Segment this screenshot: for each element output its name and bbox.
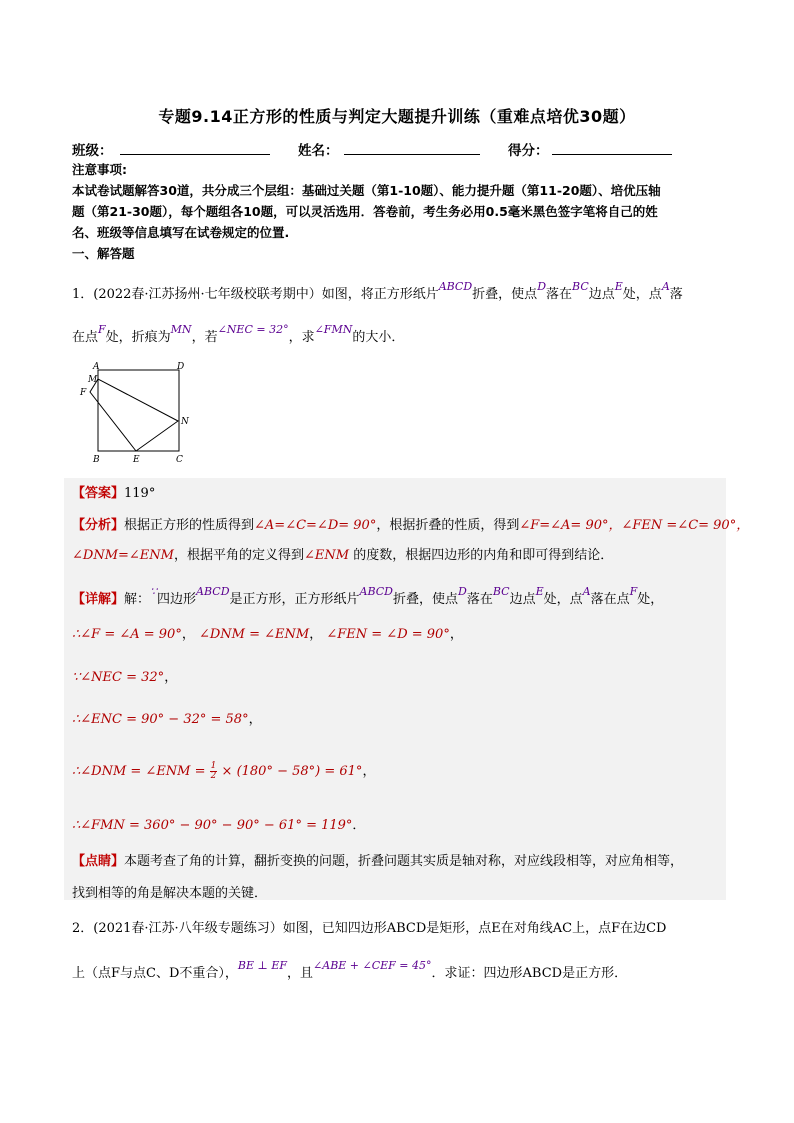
step-3-math: ∴∠ENC = 90° − 32° = 58° [72, 712, 249, 727]
label-m: M [88, 375, 98, 385]
student-info-row [72, 139, 722, 159]
q2-text: ，且 [287, 966, 314, 981]
analysis-math: ∠DNM=∠ENM [72, 548, 174, 563]
q2-text: 上（点F与点C、D不重合）， [72, 966, 238, 981]
analysis-math: ∠ENM [303, 548, 350, 563]
section-heading: 一、解答题 [72, 246, 135, 261]
detail-text: 处，点 [543, 592, 583, 607]
detail-text: 是正方形，正方形纸片 [229, 592, 360, 607]
score-label: 得分： [508, 143, 549, 159]
step-1-math: ∠FEN = ∠D = 90° [326, 627, 450, 642]
analysis-math: ∠A=∠C=∠D= 90° [254, 518, 377, 533]
page-title: 专题9.14正方形的性质与判定大题提升训练（重难点培优30题） [158, 107, 636, 126]
step-5: ∴∠FMN = 360° − 90° − 90° − 61° = 119°． [72, 818, 366, 833]
name-field[interactable] [344, 154, 480, 155]
step-5-math: ∴∠FMN = 360° − 90° − 90° − 61° = 119° [72, 818, 353, 833]
math-abcd: ABCD [359, 585, 393, 598]
notes-line-3: 名、班级等信息填写在试卷规定的位置. [72, 225, 290, 240]
comment-line-1 [72, 852, 732, 872]
math-abcd: ABCD [438, 280, 473, 293]
class-field[interactable] [120, 154, 270, 155]
math-e: E [535, 585, 544, 598]
math-f: F [98, 323, 106, 336]
q2-line-2 [72, 959, 732, 984]
label-b: B [93, 455, 100, 465]
detail-tag: 【详解】 [72, 592, 125, 607]
math-d: D [458, 585, 467, 598]
answer-line [72, 484, 732, 504]
math-mn: MN [170, 323, 192, 336]
analysis-text: ，根据平角的定义得到 [173, 548, 304, 563]
math-angle-sum: ∠ABE + ∠CEF = 45° [313, 959, 432, 972]
math-e: E [614, 280, 623, 293]
math-f: F [629, 585, 638, 598]
math-bc: BC [492, 585, 510, 598]
answer-tag: 【答案】 [72, 486, 125, 501]
step-1-math: ∴∠F = ∠A = 90° [72, 627, 182, 642]
step-2-math: ∵∠NEC = 32° [72, 670, 165, 685]
math-d: D [537, 280, 547, 293]
analysis-text: ，根据折叠的性质，得到 [376, 518, 520, 533]
comment-text: 本题考查了角的计算，翻折变换的问题，折叠问题其实质是轴对称，对应线段相等，对应角相等， [124, 854, 684, 869]
class-label: 班级： [72, 143, 113, 159]
step-1: ∴∠F = ∠A = 90°， ∠DNM = ∠ENM， ∠FEN = ∠D = 90°， [72, 627, 463, 642]
notes-heading: 注意事项: [72, 162, 127, 177]
analysis-text: 根据正方形的性质得到 [124, 518, 255, 533]
analysis-tag: 【分析】 [72, 518, 125, 533]
label-c: C [176, 455, 183, 465]
comment-line-2: 找到相等的角是解决本题的关键． [72, 886, 268, 901]
square-fold-figure [72, 358, 202, 470]
math-be-perp-ef: BE ⊥ EF [237, 959, 288, 972]
square-outline [98, 370, 179, 451]
because-symbol: ∵ [150, 585, 158, 598]
detail-text: 边点 [509, 592, 536, 607]
notes-line-2: 题（第21-30题），每个题组各10题，可以灵活选用．答卷前，考生务必用0.5毫米黑色签字笔将自己的姓 [72, 204, 658, 219]
q2-text: ．求证：四边形ABCD是正方形． [431, 966, 628, 981]
q2-line-1: 2．(2021春·江苏·八年级专题练习）如图，已知四边形ABCD是矩形，点E在对角线AC上，点F在边CD [72, 921, 667, 936]
math-a: A [661, 280, 670, 293]
label-f: F [80, 388, 87, 398]
detail-text: 处， [637, 592, 664, 607]
name-label: 姓名： [298, 143, 339, 159]
folded-region [90, 379, 178, 451]
q1-line-1 [72, 280, 732, 305]
label-d: D [177, 362, 185, 372]
answer-value: 119° [124, 486, 156, 501]
detail-text: 落在 [466, 592, 493, 607]
q1-text: 的大小． [352, 330, 405, 345]
step-4-math: ∴∠DNM = ∠ENM = [72, 764, 206, 779]
detail-text: 折叠，使点 [393, 592, 459, 607]
math-a: A [582, 585, 591, 598]
q1-text: 在点 [72, 330, 99, 345]
q1-line-2 [72, 323, 732, 348]
fraction-one-half: $\frac{1}{2}$ [210, 761, 217, 781]
label-n: N [181, 417, 189, 427]
math-abcd: ABCD [196, 585, 230, 598]
solution-panel [64, 478, 726, 900]
q1-text: 处，点 [622, 287, 662, 302]
comment-tag: 【点睛】 [72, 854, 125, 869]
math-angle-nec: ∠NEC = 32° [217, 323, 289, 336]
q1-text: 1．(2022春·江苏扬州·七年级校联考期中）如图，将正方形纸片 [72, 287, 439, 302]
math-bc: BC [572, 280, 589, 293]
detail-line-1 [72, 585, 732, 610]
label-a: A [93, 362, 100, 372]
notes-line-1: 本试卷试题解答30道，共分成三个层组：基础过关题（第1-10题）、能力提升题（第11-20题）、培优压轴 [72, 183, 661, 198]
q1-text: 落 [669, 287, 683, 302]
analysis-line-1 [72, 516, 750, 536]
score-field[interactable] [552, 154, 672, 155]
q1-text: ，若 [191, 330, 218, 345]
analysis-line-2 [72, 546, 732, 566]
step-4: ∴∠DNM = ∠ENM = $\frac{1}{2}$ × (180° − 58°) = 61°， [72, 761, 376, 781]
step-1-math: ∠DNM = ∠ENM [198, 627, 310, 642]
math-angle-fmn: ∠FMN [314, 323, 353, 336]
step-2: ∵∠NEC = 32°， [72, 670, 178, 685]
q1-text: 折叠，使点 [472, 287, 538, 302]
detail-text: 解： [124, 592, 151, 607]
step-4-math: × (180° − 58°) = 61° [221, 764, 363, 779]
label-e: E [133, 455, 140, 465]
q1-text: 处，折痕为 [105, 330, 171, 345]
q1-text: ，求 [288, 330, 315, 345]
analysis-math: ∠F=∠A= 90°，∠FEN =∠C= 90°， [519, 518, 750, 533]
analysis-text: 的度数，根据四边形的内角和即可得到结论． [349, 548, 614, 563]
q1-text: 边点 [588, 287, 615, 302]
step-3: ∴∠ENC = 90° − 32° = 58°， [72, 712, 262, 727]
detail-text: 落在点 [590, 592, 630, 607]
q1-text: 落在 [546, 287, 573, 302]
detail-text: 四边形 [157, 592, 197, 607]
